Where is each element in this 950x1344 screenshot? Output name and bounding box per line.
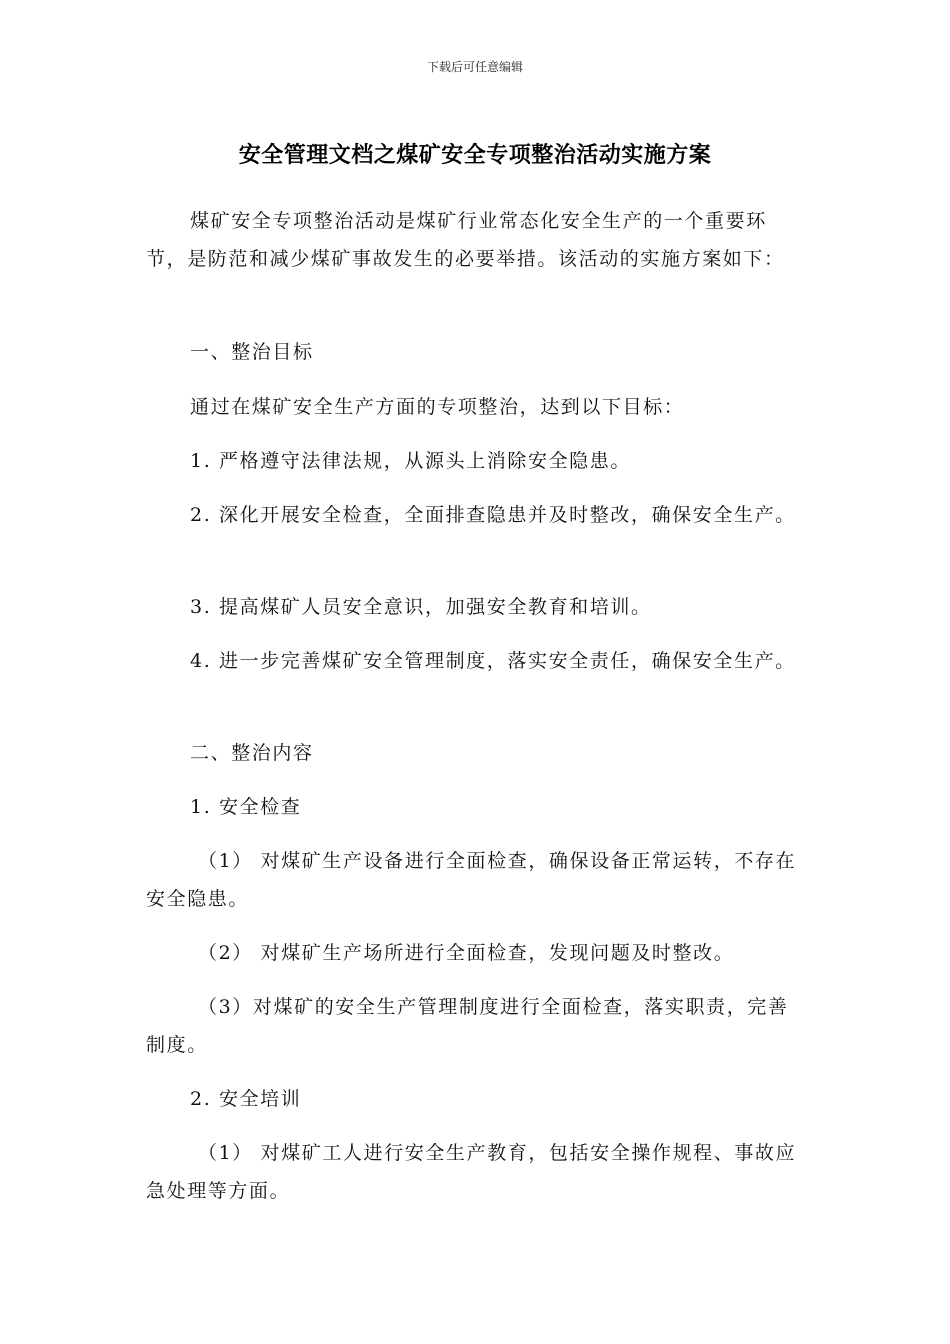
- header-note: 下载后可任意编辑: [426, 60, 523, 74]
- inspection-item-3: （3）对煤矿的安全生产管理制度进行全面检查，落实职责，完善制度。: [146, 996, 789, 1056]
- subsection-heading-inspection: 1. 安全检查: [190, 796, 302, 818]
- paragraph-intro: 煤矿安全专项整治活动是煤矿行业常态化安全生产的一个重要环节，是防范和减少煤矿事故发生的必要举措。该活动的实施方案如下：: [146, 210, 785, 270]
- training-item-1: （1） 对煤矿工人进行安全生产教育，包括安全操作规程、事故应急处理等方面。: [146, 1142, 797, 1202]
- section-heading-goals: 一、整治目标: [190, 341, 314, 363]
- section-heading-content: 二、整治内容: [190, 742, 314, 764]
- goal-item-3: 3. 提高煤矿人员安全意识，加强安全教育和培训。: [190, 596, 652, 618]
- goal-item-2: 2. 深化开展安全检查，全面排查隐患并及时整改，确保安全生产。: [190, 504, 796, 526]
- inspection-item-2: （2） 对煤矿生产场所进行全面检查，发现问题及时整改。: [198, 942, 735, 964]
- page-title: 安全管理文档之煤矿安全专项整治活动实施方案: [238, 143, 712, 168]
- paragraph-goals-intro: 通过在煤矿安全生产方面的专项整治，达到以下目标：: [190, 396, 685, 418]
- subsection-heading-training: 2. 安全培训: [190, 1088, 302, 1110]
- inspection-item-1: （1） 对煤矿生产设备进行全面检查，确保设备正常运转，不存在安全隐患。: [146, 850, 797, 910]
- goal-item-1: 1. 严格遵守法律法规，从源头上消除安全隐患。: [190, 450, 631, 472]
- goal-item-4: 4. 进一步完善煤矿安全管理制度，落实安全责任，确保安全生产。: [190, 650, 796, 672]
